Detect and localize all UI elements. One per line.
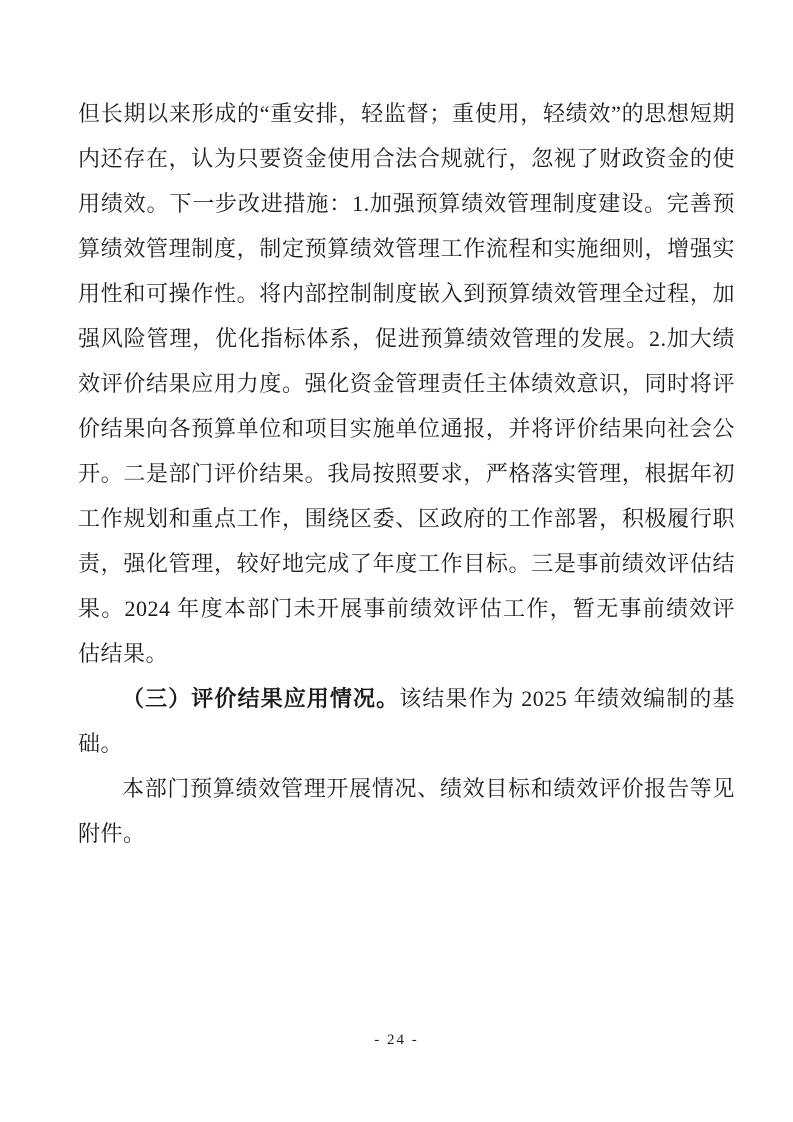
paragraph <box>78 91 735 676</box>
paragraph-lead-bold: （三）评价结果应用情况。 <box>122 686 400 711</box>
page-footer <box>0 1031 793 1049</box>
text-run: 该结果作为 2025 年绩效编制的基础。 <box>78 686 735 756</box>
text-run: 本部门预算绩效管理开展情况、绩效目标和绩效评价报告等见附件。 <box>78 776 735 846</box>
page-number: - 24 - <box>374 1032 419 1048</box>
document-content <box>78 91 735 856</box>
paragraph <box>78 676 735 766</box>
text-run: 但长期以来形成的“重安排，轻监督；重使用，轻绩效”的思想短期内还存在，认为只要资金使用合法合规就行，忽视了财政资金的使用绩效。下一步改进措施：1.加强预算绩效管理制度建设。完善预算绩效管理制度，制定预算绩效管理工作流程和实施细则，增强实用性和可操作性。将内部控制制度嵌入到预算绩效管理全过程，加强风险管理，优化指标体系，促进预算绩效管理的发展。2.加大绩效评价结果应用力度。强化资金管理责任主体绩效意识，同时将评价结果向各预算单位和项目实施单位通报，并将评价结果向社会公开。二是部门评价结果。我局按照要求，严格落实管理，根据年初工作规划和重点工作，围绕区委、区政府的工作部署，积极履行职责，强化管理，较好地完成了年度工作目标。三是事前绩效评估结果。2024 年度本部门未开展事前绩效评估工作，暂无事前绩效评估结果。 <box>78 101 735 666</box>
paragraph <box>78 766 735 856</box>
